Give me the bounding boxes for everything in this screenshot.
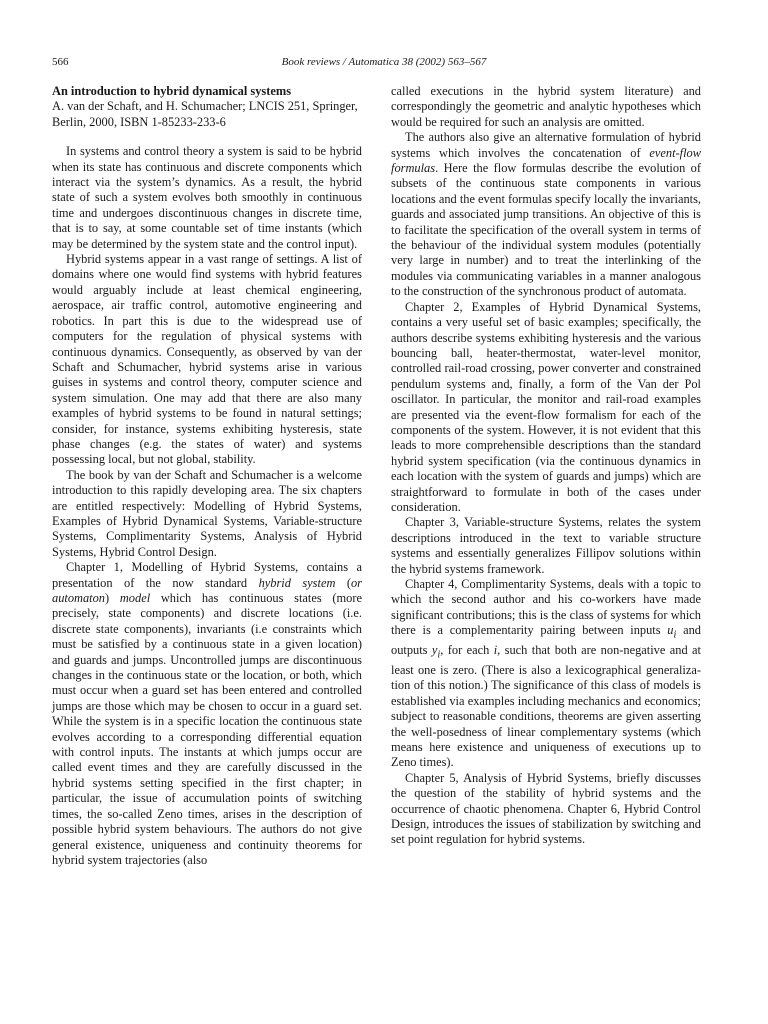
paragraph-4-text-d: which has continuous states (more precisely, state components) and discrete locations (i.e. discrete state components), invariants (i.e constraints which must be satisfied by a continuous state in a given location) and guards and jumps. Uncontrolled jumps are discontinuous changes in the continuous state or the location, or both, which must occur when a guard set has been entered and controlled jumps are those which may be chosen to occur in a guard set. While the system is in a specific location the continuous state evolves according to a corresponding differential equation with control inputs. The instants at which jumps occur are called event times and they are carefully discussed in the hybrid systems setting specified in the first chapter; in particular, the issue of accumulation points of switching times, the so-called Zeno times, arises in the description of possible hybrid system behaviours. The authors do not give general existence, uniqueness and continuity theorems for hybrid system trajectories (also [52,591,362,867]
paragraph-4 [52,560,362,868]
review-title: An introduction to hybrid dynamical systems [52,84,292,98]
running-head [52,56,716,72]
paragraph-6 [391,130,701,299]
paragraph-6-text-a: The authors also give an alternative formulation of hybrid systems which involves the concatenation of [391,130,701,160]
page-number: 566 [52,56,69,68]
paragraph-2: Hybrid systems appear in a vast range of settings. A list of domains where one would find systems with hybrid features would arguably include at least chemical engineering, aerospace, air traffic control, automotive engineering and robotics. In part this is due to the widespread use of computers for the regulation of physical systems with continuous dynamics. Consequently, as observed by van der Schaft and Schumacher, hybrid systems arise in various guises in systems and control theory, computer science and system simulation. One may add that there are also many examples of hybrid systems to be found in natural settings; consider, for instance, systems exhibiting hysteresis, state phase changes (e.g. the states of water) and systems possessing local, but not global, stability. [52,252,362,467]
variable-y: y [431,643,438,658]
term-hybrid-system: hybrid system [258,575,336,590]
paragraph-4-text-a: Chapter 1, Modelling of Hybrid Systems, contains a presentation of the now standard [52,560,362,590]
paragraph-9 [391,577,701,771]
paragraph-9-text-b: and outputs [391,623,701,658]
paragraph-6-text-b: . Here the flow formulas describe the evolution of subsets of the continuous state components in various locations and the event formulas specify locally the invariants, guards and associated jump transitions. An objective of this is to facilitate the specification of the overall system in terms of the behaviour of the individual system modules (potentially very large in number) and to treat the interlinking of the modules via communicating variables in a manner analogous to the construction of the synchronous product of automata. [391,161,702,299]
paragraph-9-text-c: , for each [440,643,494,658]
subscript-i: i [437,649,441,661]
variable-u: u [667,623,674,638]
paragraph-9-text-a: Chapter 4, Complimentarity Systems, deals with a topic to which the second author and his co-workers have made significant contributions; this is the class of systems for which there is a complementarity pairing between inputs [391,577,701,638]
paragraph-10: Chapter 5, Analysis of Hybrid Systems, briefly discusses the question of the stability of hybrid systems and the occurrence of chaotic phenomena. Chapter 6, Hybrid Control Design, introduces the issues of stabilization by switching and set point regulation for hybrid systems. [391,770,701,847]
right-column [391,84,701,848]
journal-citation: Book reviews / Automatica 38 (2002) 563–567 [281,56,487,68]
term-event-flow-formulas: event-flow formulas [391,145,701,176]
left-column [52,84,362,868]
paragraph-4-text-b: ( [335,575,351,590]
review-citation: A. van der Schaft, and H. Schumacher; LNCIS 251, Springer, Berlin, 2000, ISBN 1-85233-233-6 [52,99,358,129]
paragraph-4-text-c: ) [105,591,120,605]
variable-i: i [493,643,498,658]
paragraph-9-text-d: , such that both are non-negative and at least one is zero. (There is also a lexicographical generalization of this notion.) The significance of this class of models is established via examples including mechanics and economics; subject to reasonable conditions, theorems are given asserting the well-posedness of linear complementary systems (which means here existence and uniqueness of executions up to Zeno times). [391,643,701,770]
subscript-i: i [673,629,677,641]
paragraph-3: The book by van der Schaft and Schumacher is a welcome introduction to this rapidly developing area. The six chapters are entitled respectively: Modelling of Hybrid Systems, Examples of Hybrid Dynamical Systems, Variable-structure Systems, Complimentarity Systems, Analysis of Hybrid Systems, Hybrid Control Design. [52,467,362,559]
term-or-automaton: or automaton [52,575,362,605]
paragraph-1: In systems and control theory a system is said to be hybrid when its state has continuous and discrete components which interact via the system’s dynamics. As a result, the hybrid state of such a system evolves both smoothly in continuous time and undergoes discontinuous changes in discrete time, that is to say, at some countable set of time instants (which may be determined by the system state and the control input). [52,144,362,251]
paragraph-8: Chapter 3, Variable-structure Systems, relates the system descriptions introduced in the text to variable structure systems and essentially generalizes Fillipov solutions within the hybrid systems framework. [391,515,701,576]
term-model: model [119,591,151,605]
paragraph-7: Chapter 2, Examples of Hybrid Dynamical Systems, contains a very useful set of basic examples; specifically, the authors describe systems exhibiting hysteresis and the various bouncing ball, heater-thermostat, water-level monitor, controlled rail-road crossing, power converter and constrained pendulum systems and, finally, a form of the Van der Pol oscillator. In particular, the monitor and rail-road examples are presented via the event-flow formalism for each of the components of the system. However, it is not evident that this leads to more comprehensible descriptions than the standard hybrid system specification (via the continuous dynamics in each location with the system of guards and jumps) which are straightforward to formulate in both of the cases under consideration. [391,299,701,514]
paragraph-5: called executions in the hybrid system literature) and correspondingly the geometric and analytic hypotheses which would be required for such an analysis are omitted. [391,84,701,129]
